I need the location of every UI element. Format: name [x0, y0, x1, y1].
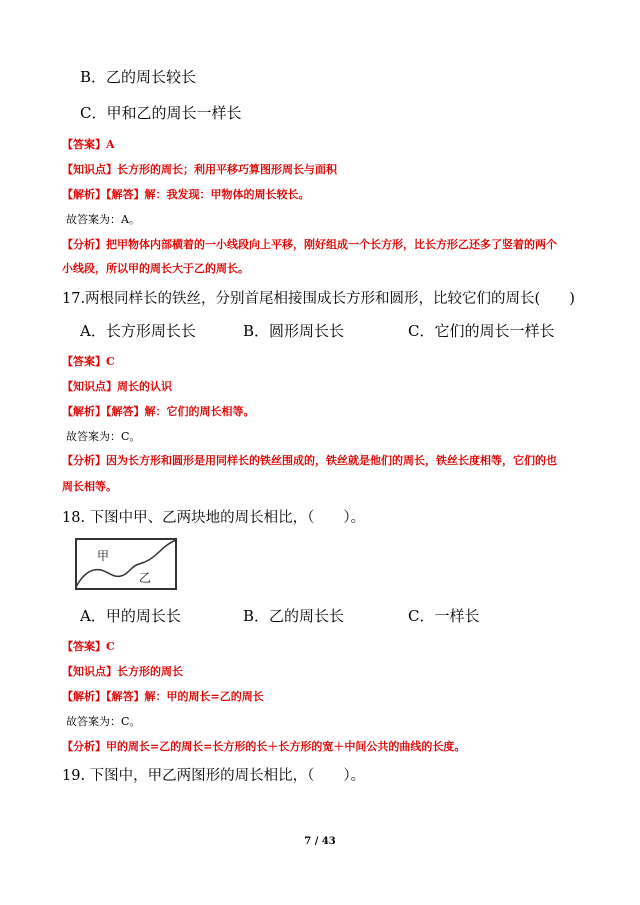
q17-option-c: C．它们的周长一样长: [408, 322, 555, 340]
analysis-solution: 【解析】【解答】解：甲的周长=乙的周长: [62, 690, 264, 703]
page-number: 7 / 43: [304, 836, 336, 847]
analysis-text-cont: 周长相等。: [62, 480, 117, 493]
land-diagram: [75, 538, 177, 590]
q17-option-b: B．圆形周长长: [243, 322, 345, 340]
final-answer: 故答案为：C。: [66, 715, 141, 728]
label-yi: 乙: [139, 571, 152, 585]
question-17: 17.两根同样长的铁丝，分别首尾相接围成长方形和圆形，比较它们的周长( ): [62, 291, 575, 307]
knowledge-point: 【知识点】长方形的周长；利用平移巧算图形周长与面积: [62, 163, 337, 176]
analysis-solution: 【解析】【解答】解：它们的周长相等。: [62, 405, 255, 418]
final-answer: 故答案为：C。: [66, 430, 141, 443]
analysis-text-cont: 小线段，所以甲的周长大于乙的周长。: [62, 262, 249, 275]
land-figure: [75, 538, 177, 590]
q18-option-a: A．甲的周长长: [80, 607, 181, 625]
option-b-prev: B．乙的周长较长: [80, 68, 197, 86]
analysis-solution: 【解析】【解答】解：我发现：甲物体的周长较长。: [62, 188, 310, 201]
analysis-text: 【分析】因为长方形和圆形是用同样长的铁丝围成的，铁丝就是他们的周长，铁丝长度相等，它们的也: [62, 454, 557, 467]
knowledge-point: 【知识点】周长的认识: [62, 380, 172, 393]
answer-label: 【答案】A: [62, 138, 115, 151]
q18-option-b: B．乙的周长长: [243, 607, 345, 625]
option-c-prev: C．甲和乙的周长一样长: [80, 104, 242, 122]
q17-option-a: A．长方形周长长: [80, 322, 196, 340]
label-jia: 甲: [97, 549, 110, 563]
question-19: 19. 下图中，甲乙两图形的周长相比，（ ）。: [62, 768, 366, 784]
land-border: [76, 539, 176, 589]
analysis-text: 【分析】甲的周长=乙的周长=长方形的长＋长方形的宽＋中间公共的曲线的长度。: [62, 740, 466, 753]
analysis-text: 【分析】把甲物体内部横着的一小线段向上平移，刚好组成一个长方形，比长方形乙还多了竖着的两个: [62, 238, 557, 251]
final-answer: 故答案为：A。: [66, 213, 140, 226]
dividing-curve: [76, 540, 176, 587]
answer-label: 【答案】C: [62, 640, 115, 653]
knowledge-point: 【知识点】长方形的周长: [62, 665, 183, 678]
question-18: 18. 下图中甲、乙两块地的周长相比，（ ）。: [62, 510, 366, 526]
answer-label: 【答案】C: [62, 355, 115, 368]
q18-option-c: C．一样长: [408, 607, 480, 625]
